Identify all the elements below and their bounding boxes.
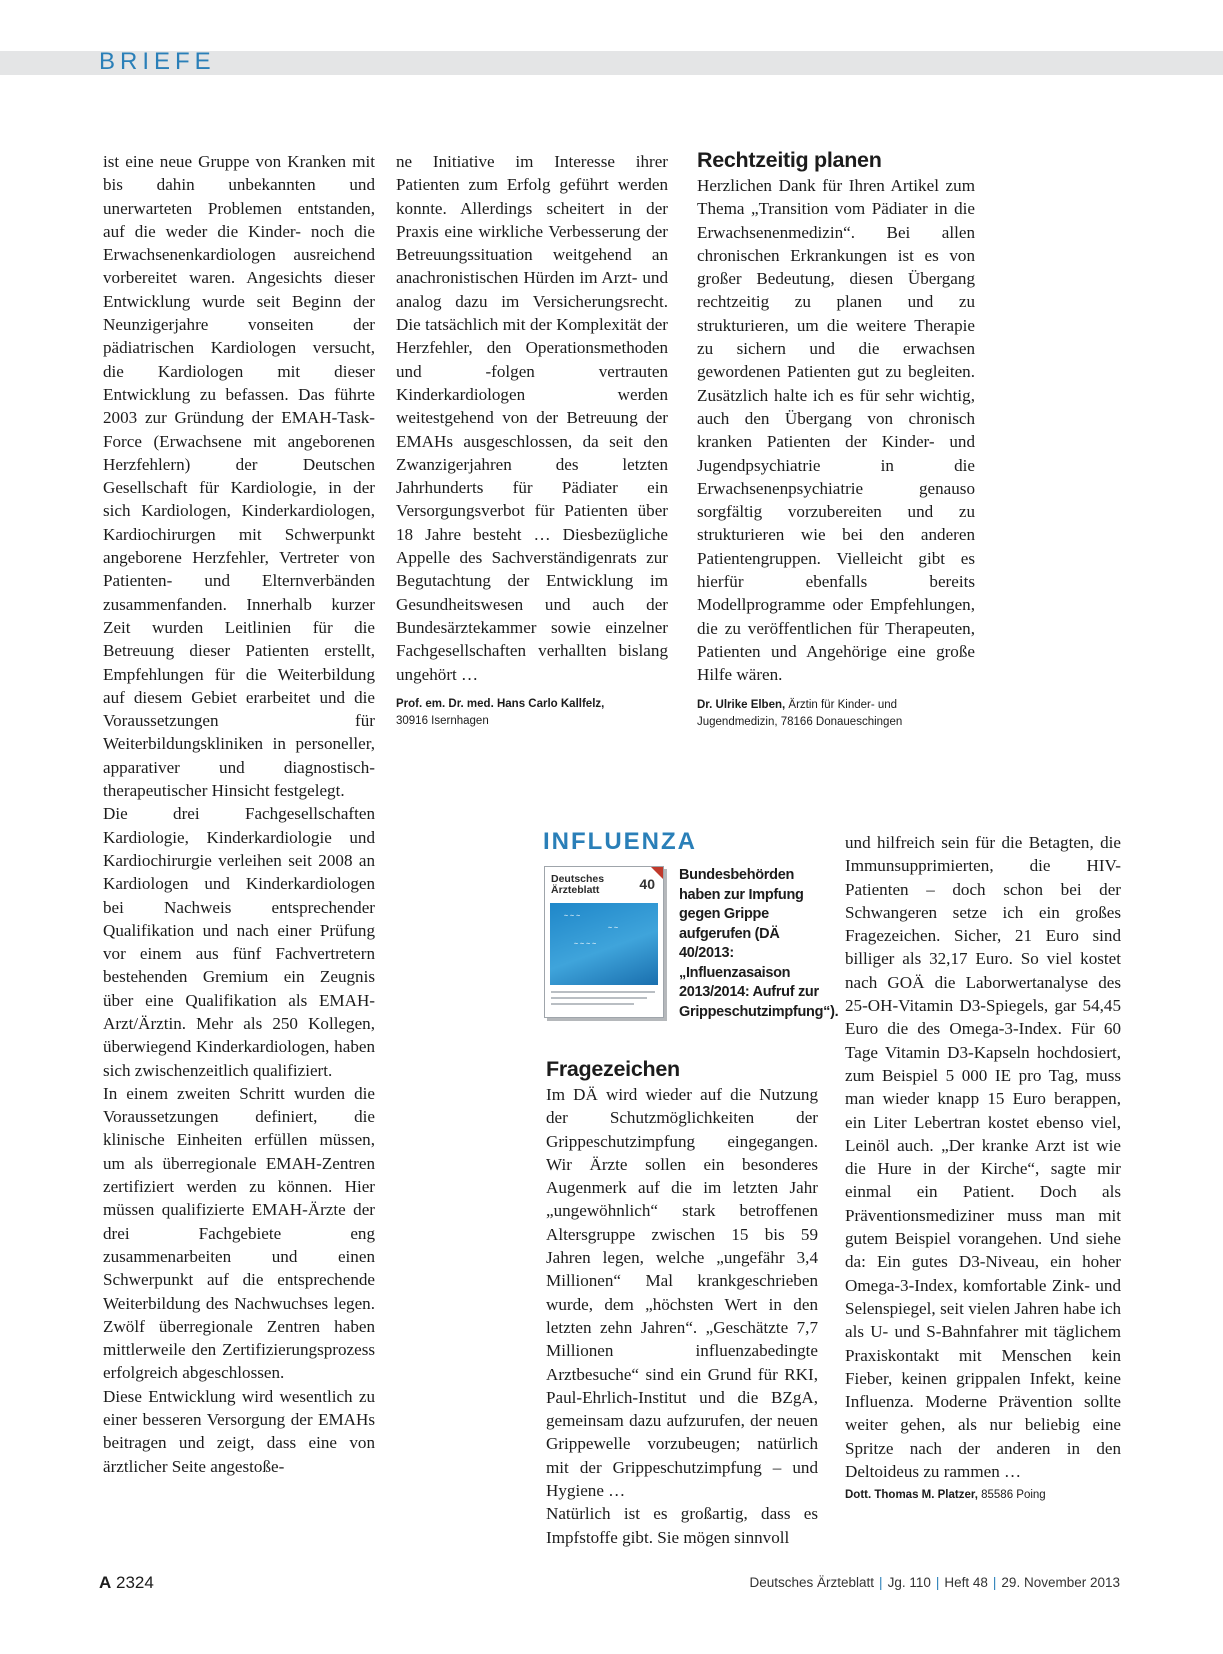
journal-issue: Heft 48 [944, 1575, 988, 1590]
paragraph: und hilfreich sein für die Betagten, die Immunsupprimierten, die HIV-Patienten – doch schon bei der Schwangeren setze ich ein großes Fragezeichen. Sicher, 21 Euro sind billiger als 32,17 Euro. So viel kostet nach GOÄ die Laborwertanalyse des 25-OH-Vitamin D3-Spiegels, gar 54,45 Euro die des Omega-3-Index. Für 60 Tage Vitamin D3-Kapseln hochdosiert, zum Beispiel 5 000 IE pro Tag, muss man wieder knapp 15 Euro berappen, ein Liter Lebertran kostet ebenso viel, Leinöl auch. „Der kranke Arzt ist wie die Hure in der Kirche“, sagte mir einmal ein Patient. Doch als Präventionsmediziner muss man mit gutem Beispiel vorangehen. Und siehe da: Ein gutes D3-Niveau, ein hoher Omega-3-Index, komfortable Zink- und Selenspiegel, seit vielen Jahren habe ich als U- und S-Bahnfahrer mit täglichem Praxiskontakt mit Menschen kein Fieber, keinen grippalen Infekt, keine Influenza. Moderne Prävention sollte weiter gehen, als nur beliebig eine Spritze nach der anderen in den Deltoideus zu rammen … [845, 833, 1121, 1482]
signature [845, 1487, 1121, 1504]
cover-title: Deutsches Ärzteblatt [551, 873, 605, 896]
journal-name: Deutsches Ärzteblatt [749, 1575, 875, 1590]
page-prefix: A [99, 1573, 112, 1592]
paragraph: Im DÄ wird wieder auf die Nutzung der Schutzmöglichkeiten der Grippeschutzimpfung eingegangen. Wir Ärzte sollen ein besonderes Augenmerk auf die im letzten Jahr „ungewöhnlich“ stark betroffenen Altersgruppe zwischen 15 bis 59 Jahren legen, welche „ungefähr 3,4 Millionen“ Mal krankgeschrieben wurde, dem „höchsten Wert in den letzten zehn Jahren“. „Geschätzte 7,7 Millionen influenzabedingte Arztbesuche“ sind ein Grund für RKI, Paul-Ehrlich-Institut und die BZgA, gemeinsam dazu aufzurufen, der neuen Grippewelle vorzubeugen; natürlich mit der Grippeschutzimpfung – und Hygiene … [546, 1085, 818, 1501]
signature-place: 85586 Poing [977, 1489, 1046, 1502]
paragraph: ist eine neue Gruppe von Kranken mit bis dahin unbekannten und unerwarteten Problemen entstanden, auf die weder die Kinder- noch die Erwachsenenkardiologen ausreichend vorbereitet waren. Angesichts dieser Entwicklung wurde seit Beginn der Neunzigerjahre vonseiten der pädiatrischen Kardiologen versucht, die Kardiologen mit dieser Entwicklung zu befassen. Das führte 2003 zur Gründung der EMAH-Task-Force (Erwachsene mit angeborenen Herzfehlern) der Deutschen Gesellschaft für Kardiologie, in der sich Kardiologen, Kinderkardiologen, Kardiochirurgen mit Schwerpunkt angeborene Herzfehler, Vertreter von Patienten- und Elternverbänden zusammenfanden. Innerhalb kurzer Zeit wurden Leitlinien für die Betreuung dieser Patienten erstellt, Empfehlungen für die Weiterbildung auf diesem Gebiet erarbeitet und die Voraussetzungen für Weiterbildungskliniken in personeller, apparativer und diagnostisch-therapeutischer Hinsicht festgelegt. [103, 152, 375, 801]
divider: | [992, 1575, 997, 1590]
journal-volume: Jg. 110 [887, 1575, 931, 1590]
letter-headline: Rechtzeitig planen [697, 148, 882, 172]
page-number [99, 1573, 154, 1593]
section-label: BRIEFE [99, 48, 216, 75]
letter-headline: Fragezeichen [546, 1057, 680, 1081]
page-number-value: 2324 [116, 1573, 154, 1592]
journal-date: 29. November 2013 [1001, 1575, 1120, 1590]
letter-fragezeichen-right [845, 831, 1121, 1504]
signature [396, 696, 668, 730]
reference-teaser: Bundesbehörden haben zur Impfung gegen Grippe aufgerufen (DÄ 40/2013: „Influenzasaison 2013/2014: Aufruf zur Grippeschutzimpfung“). [679, 867, 839, 1020]
letter-rechtzeitig-planen [697, 147, 975, 731]
signature-name: Prof. em. Dr. med. Hans Carlo Kallfelz, [396, 697, 605, 710]
paragraph: Herzlichen Dank für Ihren Artikel zum Thema „Transition vom Pädiater in die Erwachsenenmedizin“. Bei allen chronischen Erkrankungen ist es von großer Bedeutung, diesen Übergang rechtzeitig zu planen und zu strukturieren, um die weitere Therapie zu sichern und die erwachsen gewordenen Patienten gut zu begleiten. Zusätzlich halte ich es für sehr wichtig, auch den Übergang von chronisch kranken Patienten der Kinder- und Jugendpsychiatrie in die Erwachsenenpsychiatrie genauso sorgfältig vorzubereiten und zu strukturieren wie bei den anderen Patientengruppen. Vielleicht gibt es hierfür ebenfalls bereits Modellprogramme oder Empfehlungen, die zu veröffentlichen für Therapeuten, Patienten und Angehörige eine große Hilfe wären. [697, 176, 975, 685]
letter-fragezeichen-left [546, 1056, 818, 1549]
signature-details: Ärztin für Kinder- und Jugendmedizin, 78166 Donaueschingen [697, 698, 903, 728]
signature-name: Dr. Ulrike Elben, [697, 698, 786, 711]
letter-continued-column-2 [396, 150, 668, 730]
paragraph: Diese Entwicklung wird wesentlich zu einer besseren Versorgung der EMAHs beitragen und zeigt, dass eine von ärztlicher Seite angestoße- [103, 1386, 375, 1476]
cover-issue-number: 40 [639, 876, 655, 892]
letter-continued-column-1 [103, 150, 375, 1478]
section-kicker: INFLUENZA [543, 828, 697, 855]
paragraph: In einem zweiten Schritt wurden die Voraussetzungen definiert, die klinische Einheiten erfüllen müssen, um als überregionale EMAH-Zentren zertifiziert werden zu können. Hier müssen qualifizierte EMAH-Ärzte der drei Fachgebiete eng zusammenarbeiten und einen Schwerpunkt auf die entsprechende Weiterbildung des Nachwuchses legen. Zwölf überregionale Zentren haben mittlerweile den Zertifizierungsprozess erfolgreich abgeschlossen. [103, 1083, 375, 1383]
cover-image: ~ ~ ~ ~ ~ ~ ~ ~ ~ [550, 903, 658, 985]
paragraph: Die drei Fachgesellschaften Kardiologie, Kinderkardiologie und Kardiochirurgie verleihen seit 2008 an Kardiologen und Kinderkardiologen bei Nachweis entsprechender Qualifikation und nach einer Prüfung vor einem aus fünf Fachvertretern bestehenden Gremium ein Zeugnis über eine Qualifikation als EMAH-Arzt/Ärztin. Mehr als 250 Kollegen, überwiegend Kinderkardiologen, haben sich zwischenzeitlich qualifiziert. [103, 804, 375, 1080]
signature [697, 697, 975, 731]
journal-cover-thumbnail [544, 866, 664, 1018]
signature-place: 30916 Isernhagen [396, 714, 489, 727]
divider: | [879, 1575, 883, 1590]
signature-name: Dott. Thomas M. Platzer, [845, 1489, 978, 1502]
paragraph: Natürlich ist es großartig, dass es Impfstoffe gibt. Sie mögen sinnvoll [546, 1504, 818, 1547]
divider: | [935, 1575, 940, 1590]
cover-text-lines [551, 991, 655, 1009]
journal-footer [749, 1575, 1120, 1590]
paragraph: ne Initiative im Interesse ihrer Patienten zum Erfolg geführt werden konnte. Allerdings scheitert in der Praxis eine wirkliche Verbesserung der Betreuungssituation weitgehend an anachronistischen Hürden im Arzt- und analog dazu im Versicherungsrecht. Die tatsächlich mit der Komplexität der Herzfehler, den Operationsmethoden und -folgen vertrauten Kinderkardiologen werden weitestgehend von der Betreuung der EMAHs ausgeschlossen, da seit den Zwanzigerjahren des letzten Jahrhunderts für Pädiater ein Versorgungsverbot für Patienten über 18 Jahre besteht … Diesbezügliche Appelle des Sachverständigenrats zur Begutachtung der Entwicklung im Gesundheitswesen und auch der Bundesärztekammer sowie einzelner Fachgesellschaften verhallten bislang ungehört … [396, 152, 668, 684]
